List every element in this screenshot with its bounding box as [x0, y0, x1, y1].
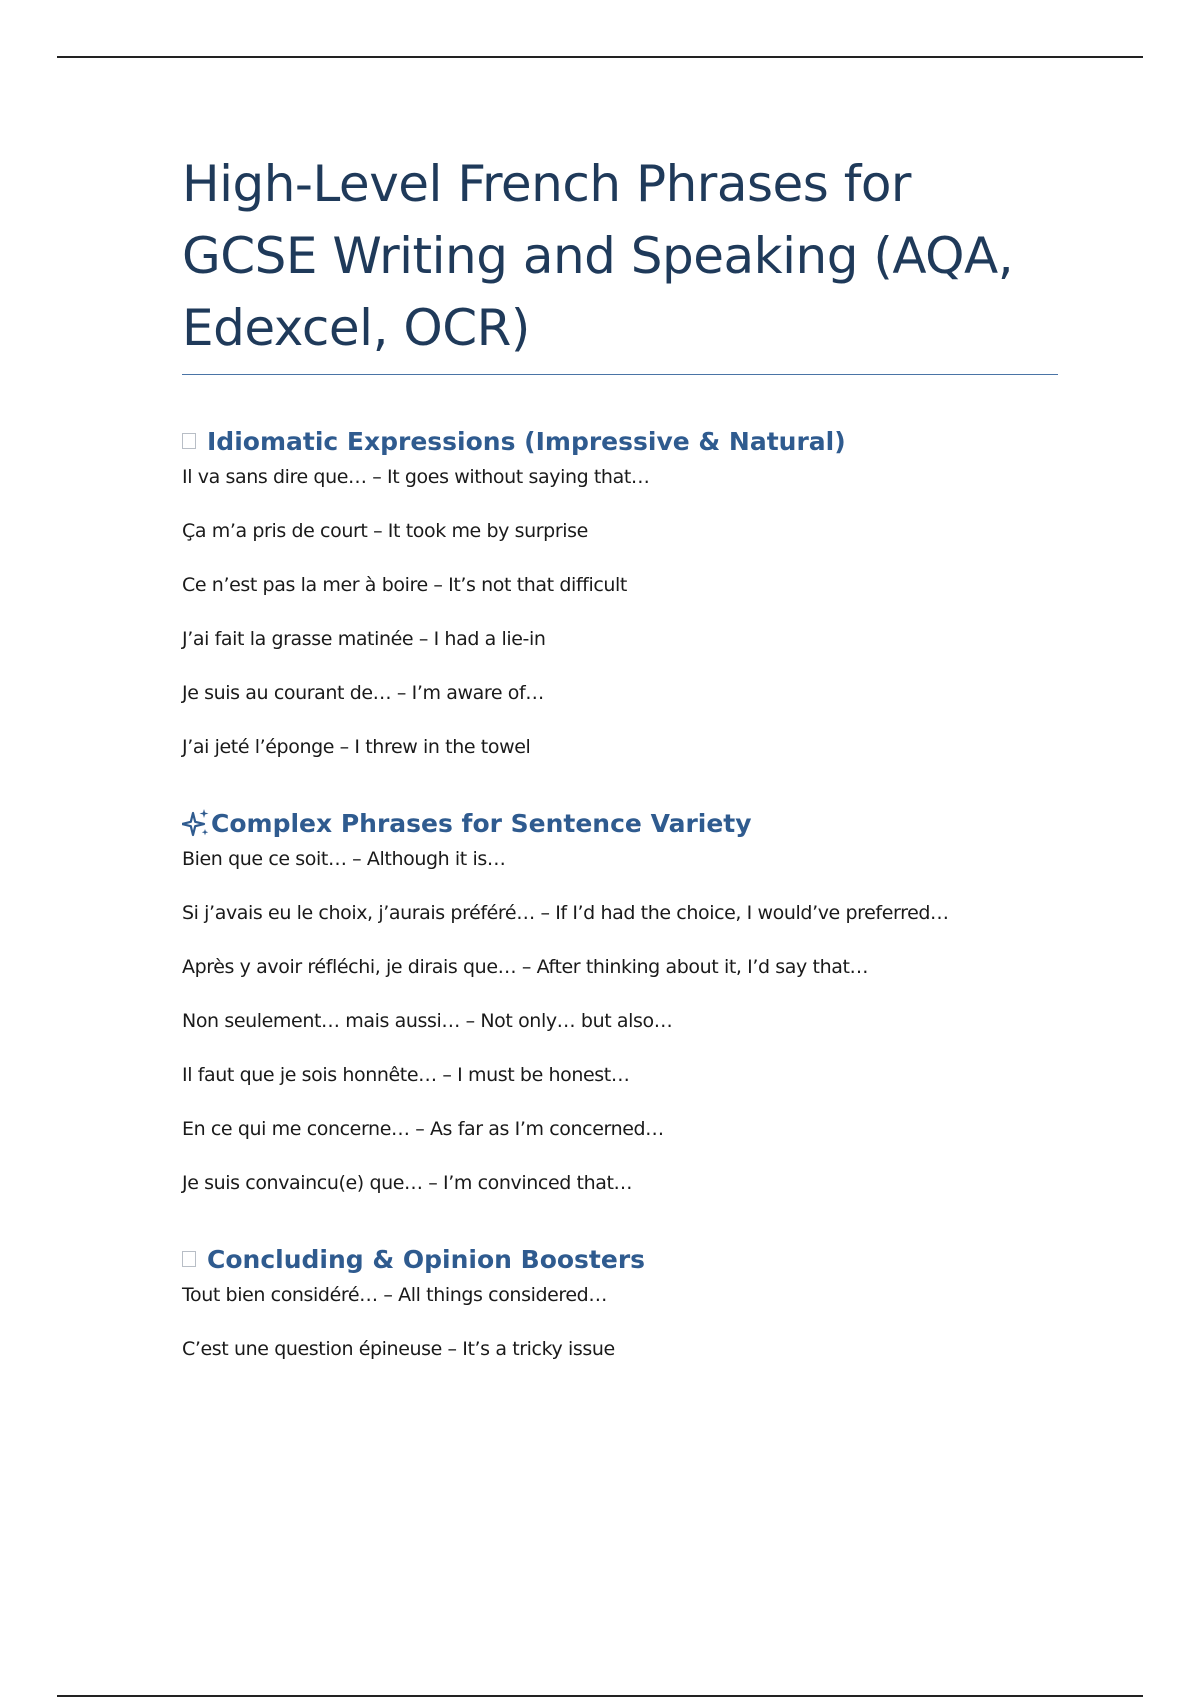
- checkbox-icon: [182, 433, 196, 449]
- section-heading-text: Complex Phrases for Sentence Variety: [211, 808, 752, 838]
- page-bottom-rule: [57, 1695, 1143, 1697]
- phrase-list: [182, 1283, 1058, 1361]
- section-heading-text: Concluding & Opinion Boosters: [207, 1244, 646, 1274]
- section-idiomatic-expressions: [182, 423, 1058, 759]
- list-item: J’ai fait la grasse matinée – I had a lie-in: [182, 628, 546, 650]
- phrase-list: [182, 847, 1058, 1195]
- list-item: En ce qui me concerne… – As far as I’m concerned…: [182, 1118, 664, 1140]
- list-item: J’ai jeté l’éponge – I threw in the towel: [182, 736, 531, 758]
- sparkles-icon: [182, 808, 210, 838]
- list-item: Ça m’a pris de court – It took me by surprise: [182, 520, 588, 542]
- list-item: C’est une question épineuse – It’s a tricky issue: [182, 1338, 615, 1360]
- list-item: Je suis convaincu(e) que… – I’m convinced that…: [182, 1172, 633, 1194]
- section-heading: [182, 1241, 1058, 1277]
- section-heading: [182, 805, 1058, 841]
- list-item: Je suis au courant de… – I’m aware of…: [182, 682, 544, 704]
- list-item: Si j’avais eu le choix, j’aurais préféré… – If I’d had the choice, I would’ve preferred…: [182, 902, 949, 924]
- list-item: Non seulement… mais aussi… – Not only… but also…: [182, 1010, 673, 1032]
- list-item: Tout bien considéré… – All things considered…: [182, 1284, 607, 1306]
- section-concluding-boosters: [182, 1241, 1058, 1361]
- document-body: [182, 148, 1058, 1361]
- checkbox-icon: [182, 1251, 196, 1267]
- section-complex-phrases: [182, 805, 1058, 1195]
- section-heading-text: Idiomatic Expressions (Impressive & Natural): [207, 426, 846, 456]
- list-item: Après y avoir réfléchi, je dirais que… – After thinking about it, I’d say that…: [182, 956, 869, 978]
- list-item: Bien que ce soit… – Although it is…: [182, 848, 506, 870]
- page-title: High-Level French Phrases for GCSE Writing and Speaking (AQA, Edexcel, OCR): [182, 155, 1014, 357]
- phrase-list: [182, 465, 1058, 759]
- title-underline: [182, 374, 1058, 375]
- list-item: Il faut que je sois honnête… – I must be honest…: [182, 1064, 630, 1086]
- list-item: Il va sans dire que… – It goes without saying that…: [182, 466, 650, 488]
- section-heading: [182, 423, 1058, 459]
- list-item: Ce n’est pas la mer à boire – It’s not that difficult: [182, 574, 627, 596]
- page-top-rule: [57, 56, 1143, 58]
